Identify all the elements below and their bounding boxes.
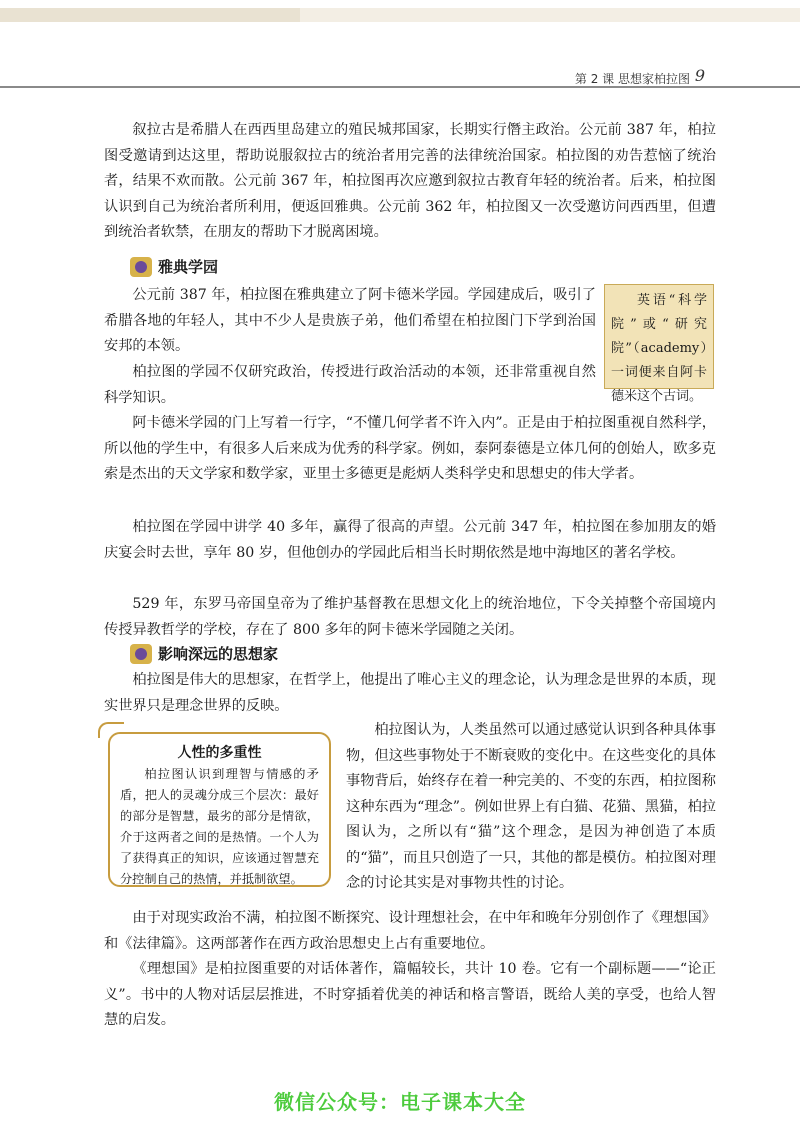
section-heading-academy bbox=[130, 256, 218, 277]
watermark: 微信公众号：电子课本大全 bbox=[274, 1090, 526, 1114]
paragraph-works: 由于对现实政治不满，柏拉图不断探究、设计理想社会，在中年和晚年分别创作了《理想国》和《法律篇》。这两部著作在西方政治思想史上占有重要地位。 bbox=[104, 910, 716, 952]
section-badge-icon bbox=[130, 257, 152, 277]
decor-strip-left bbox=[0, 8, 300, 22]
paragraph-syracuse: 叙拉古是希腊人在西西里岛建立的殖民城邦国家，长期实行僭主政治。公元前 387 年，柏拉图受邀请到达这里，帮助说服叙拉古的统治者用完善的法律统治国家。柏拉图的劝告惹恼了统治者，结果不欢而散。公元前 367 年，柏拉图再次应邀到叙拉古教育年轻的统治者。后来，柏拉图认识到自己为统治者所利用，便返回雅典。公元前 362 年，柏拉图又一次受邀访问西西里，但遭到统治者软禁，在朋友的帮助下才脱离困境。 bbox=[104, 122, 716, 240]
paragraph-plato-death: 柏拉图在学园中讲学 40 多年，赢得了很高的声望。公元前 347 年，柏拉图在参加朋友的婚庆宴会时去世，享年 80 岁，但他创办的学园此后相当长时期依然是地中海地区的著名学校。 bbox=[104, 519, 716, 561]
header-rule bbox=[0, 86, 800, 88]
top-decoration bbox=[0, 0, 800, 58]
feature-box-title: 人性的多重性 bbox=[177, 745, 262, 761]
section-heading-text: 影响深远的思想家 bbox=[158, 645, 279, 663]
paragraph-academy-founding: 公元前 387 年，柏拉图在雅典建立了阿卡德米学园。学园建成后，吸引了希腊各地的年轻人，其中不少人是贵族子弟，他们希望在柏拉图门下学到治国安邦的本领。 bbox=[104, 287, 596, 354]
lesson-header: 第 2 课 思想家柏拉图 bbox=[574, 72, 690, 86]
section-heading-text: 雅典学园 bbox=[158, 258, 219, 276]
paragraph-academy-science: 柏拉图的学园不仅研究政治，传授进行政治活动的本领，还非常重视自然科学知识。 bbox=[104, 364, 596, 406]
paragraph-republic: 《理想国》是柏拉图重要的对话体著作，篇幅较长，共计 10 卷。它有一个副标题——“论正义”。书中的人物对话层层推进，不时穿插着优美的神话和格言警语，既给人美的享受，也给人智慧的启发。 bbox=[104, 961, 716, 1028]
paragraph-academy-closure: 529 年，东罗马帝国皇帝为了维护基督教在思想文化上的统治地位，下令关掉整个帝国境内传授异教哲学的学校，存在了 800 多年的阿卡德米学园随之关闭。 bbox=[104, 596, 716, 638]
decor-strip-right bbox=[300, 8, 800, 22]
section-badge-icon bbox=[130, 644, 152, 664]
section-heading-thinker bbox=[130, 643, 278, 664]
paragraph-theory-of-forms: 柏拉图是伟大的思想家，在哲学上，他提出了唯心主义的理念论，认为理念是世界的本质，现实世界只是理念世界的反映。 bbox=[104, 672, 716, 714]
page-number: 9 bbox=[694, 66, 705, 85]
sidenote-academy-word: 英语“科学院”或“研究院”（academy）一词便来自阿卡德米这个古词。 bbox=[604, 284, 714, 389]
paragraph-academy-gate: 阿卡德米学园的门上写着一行字，“不懂几何学者不许入内”。正是由于柏拉图重视自然科学，所以他的学生中，有很多人后来成为优秀的科学家。例如，泰阿泰德是立体几何的创始人，欧多克索是杰出的天文学家和数学家，亚里士多德更是彪炳人类科学史和思想史的伟大学者。 bbox=[104, 415, 716, 482]
feature-box-human-nature bbox=[108, 732, 331, 887]
paragraph-forms-example: 柏拉图认为，人类虽然可以通过感觉认识到各种具体事物，但这些事物处于不断衰败的变化中。在这些变化的具体事物背后，始终存在着一种完美的、不变的东西，柏拉图称这种东西为“理念”。例如世界上有白猫、花猫、黑猫，柏拉图认为，之所以有“猫”这个理念，是因为神创造了本质的“猫”，而且只创造了一只，其他的都是模仿。柏拉图对理念的讨论其实是对事物共性的讨论。 bbox=[346, 722, 716, 891]
feature-box-body: 柏拉图认识到理智与情感的矛盾，把人的灵魂分成三个层次：最好的部分是智慧，最劣的部分是情欲，介于这两者之间的是热情。一个人为了获得真正的知识，应该通过智慧充分控制自己的热情，并抵制欲望。 bbox=[120, 767, 319, 886]
